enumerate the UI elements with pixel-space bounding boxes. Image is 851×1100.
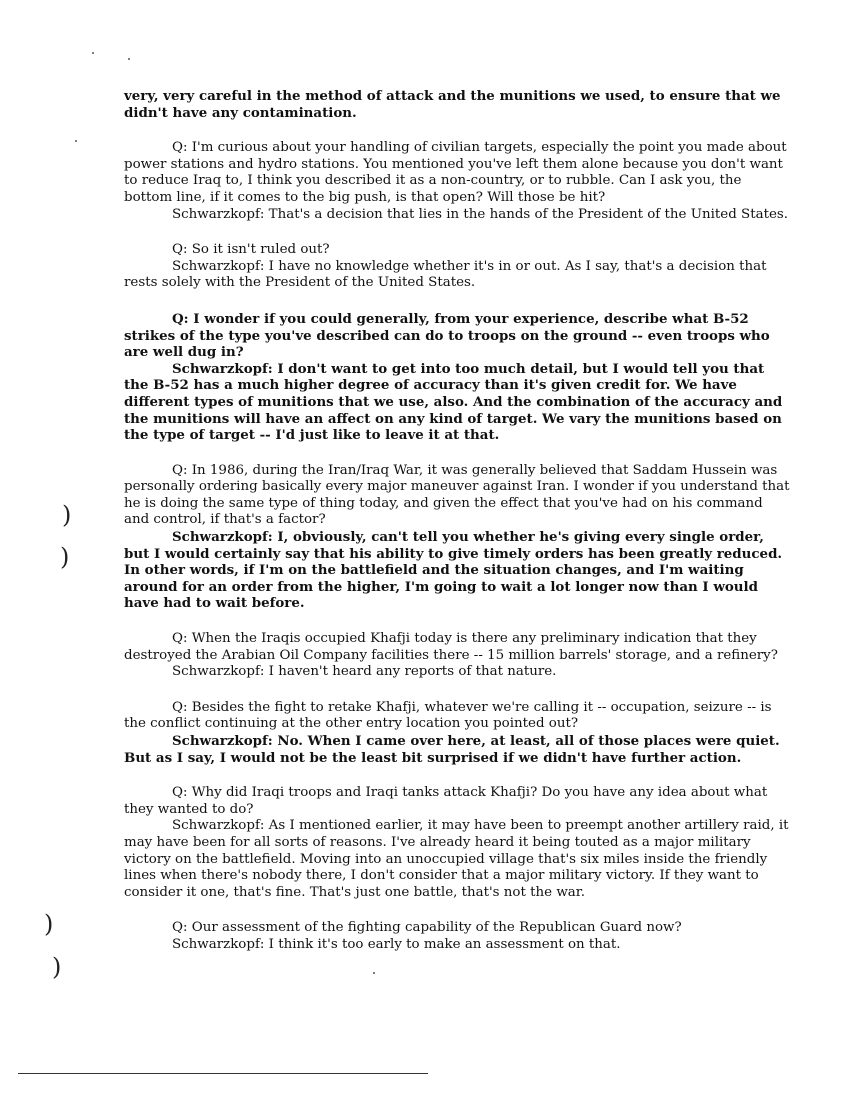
- answer-4: Schwarzkopf: I, obviously, can't tell you whether he's giving every single order, but I would certainly say that his ability to give timely orders has been greatly reduced. In other words, if I'm on the battlefield and the situation changes, and I'm waiting around for an order from the higher, I'm going to wait a lot longer now than I would have had to wait before.: [124, 529, 783, 612]
- question-5: Q: When the Iraqis occupied Khafji today is there any preliminary indication that they destroyed the Arabian Oil Company facilities there -- 15 million barrels' storage, and a refinery?: [124, 631, 778, 663]
- answer-2: Schwarzkopf: I have no knowledge whether it's in or out. As I say, that's a decision that rests solely with the President of the United States.: [124, 258, 767, 291]
- scan-speck: [373, 972, 375, 974]
- binder-mark: ): [62, 501, 72, 529]
- answer-8: Schwarzkopf: I think it's too early to make an assessment on that.: [172, 936, 621, 952]
- answer-1: Schwarzkopf: That's a decision that lies in the hands of the President of the United States.: [172, 206, 789, 222]
- scan-speck: [75, 140, 77, 142]
- answer-6: Schwarzkopf: No. When I came over here, at least, all of those places were quiet. But as I say, I would not be the least bit surprised if we didn't have further action.: [124, 733, 780, 766]
- binder-mark: ): [52, 953, 62, 981]
- answer-7: Schwarzkopf: As I mentioned earlier, it may have been to preempt another artillery raid, it may have been for all sorts of reasons. I've already heard it being touted as a major military victory on the battlefield. Moving into an unoccupied village that's six miles inside the friendly lines when there's nobody there, I don't consider that a major military victory. If they want to consider it one, that's fine. That's just one battle, that's not the war.: [124, 818, 789, 900]
- question-6: Q: Besides the fight to retake Khafji, whatever we're calling it -- occupation, seizure -- is the conflict continuing at the other entry location you pointed out?: [124, 699, 772, 732]
- binder-mark: ): [60, 543, 70, 571]
- question-1: Q: I'm curious about your handling of civilian targets, especially the point you made about power stations and hydro stations. You mentioned you've left them alone because you don't want to reduce Iraq to, I think you described it as a non-country, or to rubble. Can I ask you, the bottom line, if it comes to the big push, is that open? Will those be hit?: [124, 140, 787, 205]
- question-8: Q: Our assessment of the fighting capability of the Republican Guard now?: [172, 920, 682, 936]
- scan-speck: [92, 52, 94, 54]
- question-7: Q: Why did Iraqi troops and Iraqi tanks attack Khafji? Do you have any idea about what they wanted to do?: [124, 785, 768, 817]
- question-3: Q: I wonder if you could generally, from your experience, describe what B-52 strikes of the type you've described can do to troops on the ground -- even troops who are well dug in?: [124, 310, 770, 361]
- answer-5: Schwarzkopf: I haven't heard any reports of that nature.: [172, 664, 557, 680]
- paragraph-continuation: very, very careful in the method of attack and the munitions we used, to ensure that we didn't have any contamination.: [124, 88, 781, 121]
- question-2: Q: So it isn't ruled out?: [172, 242, 330, 258]
- transcript-text: [124, 88, 792, 954]
- question-4: Q: In 1986, during the Iran/Iraq War, it was generally believed that Saddam Hussein was personally ordering basically every major maneuver against Iran. I wonder if you understand that he is doing the same type of thing today, and given the effect that you've had on his command and control, if that's a factor?: [124, 462, 790, 528]
- scan-speck: [128, 58, 130, 60]
- footer-rule: [18, 1073, 428, 1074]
- answer-3: Schwarzkopf: I don't want to get into too much detail, but I would tell you that the B-52 has a much higher degree of accuracy than it's given credit for. We have different types of munitions that we use, also. And the combination of the accuracy and the munitions will have an affect on any kind of target. We vary the munitions based on the type of target -- I'd just like to leave it at that.: [124, 360, 783, 444]
- binder-mark: ): [44, 910, 54, 938]
